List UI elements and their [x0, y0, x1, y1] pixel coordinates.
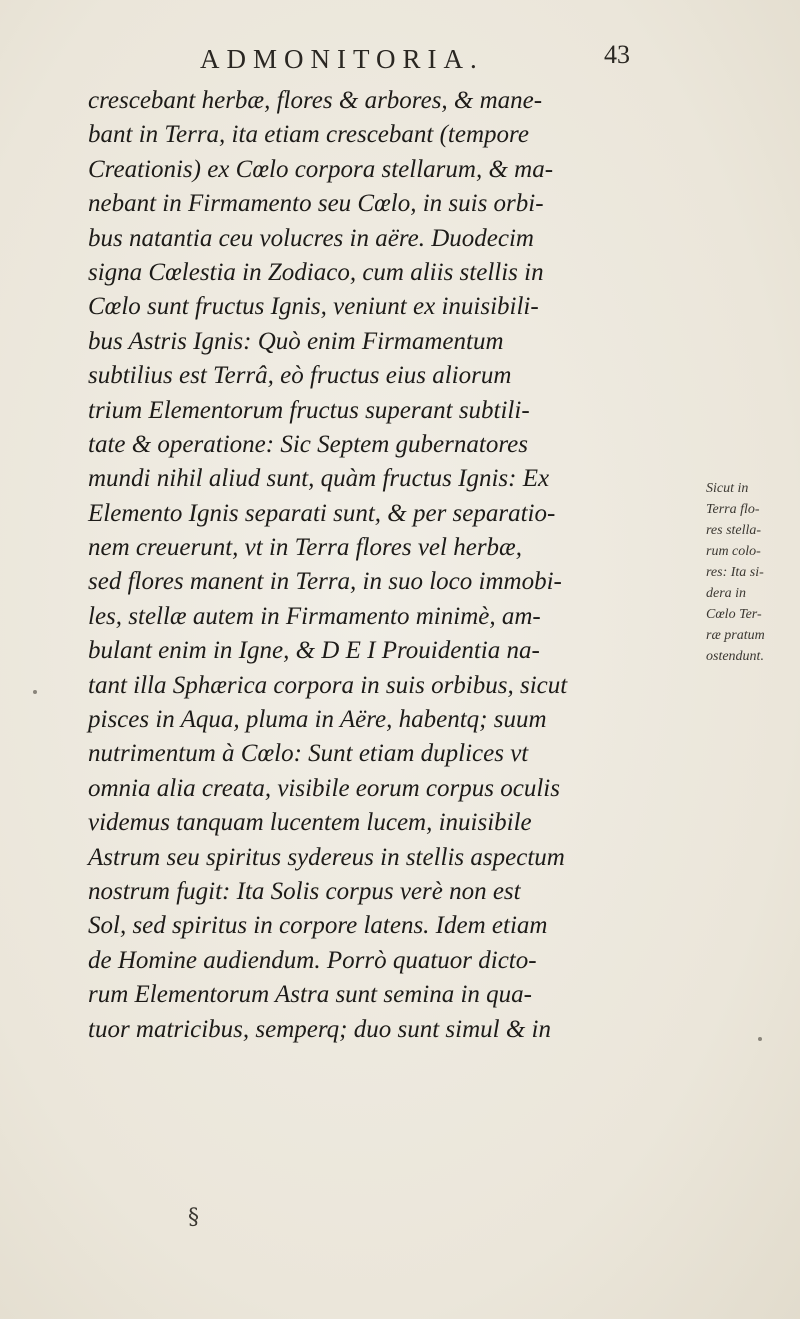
text-line: les, stellæ autem in Firmamento minimè, am-: [88, 602, 541, 630]
marginal-note-line: Cœlo Ter-: [706, 607, 762, 622]
marginal-note-line: ræ pratum: [706, 628, 765, 643]
text-line: bant in Terra, ita etiam crescebant (tempore: [88, 121, 529, 149]
marginal-note-line: Terra flo-: [706, 502, 760, 517]
text-line: Sol, sed spiritus in corpore latens. Idem etiam: [88, 912, 548, 940]
marginal-note-line: Sicut in: [706, 481, 749, 496]
text-line: sed flores manent in Terra, in suo loco immobi-: [88, 568, 562, 596]
text-line: de Homine audiendum. Porrò quatuor dicto-: [88, 946, 537, 974]
text-line: nebant in Firmamento seu Cœlo, in suis orbi-: [88, 190, 544, 218]
text-line: subtilius est Terrâ, eò fructus eius aliorum: [88, 362, 512, 390]
marginal-note-line: rum colo-: [706, 544, 761, 559]
marginal-note-line: ostendunt.: [706, 649, 764, 664]
body-text: [88, 84, 698, 1047]
text-line: tant illa Sphærica corpora in suis orbibus, sicut: [88, 671, 568, 699]
running-title: ADMONITORIA.: [200, 44, 484, 74]
text-line: nem creuerunt, vt in Terra flores vel herbæ,: [88, 534, 522, 562]
marginal-note: [706, 478, 796, 667]
text-line: tuor matricibus, semperq; duo sunt simul & in: [88, 1015, 551, 1043]
text-line: omnia alia creata, visibile eorum corpus oculis: [88, 774, 560, 802]
text-line: videmus tanquam lucentem lucem, inuisibile: [88, 809, 532, 837]
text-line: Elemento Ignis separati sunt, & per separatio-: [88, 499, 556, 527]
marginal-note-line: res stella-: [706, 523, 762, 538]
text-line: nostrum fugit: Ita Solis corpus verè non est: [88, 877, 521, 905]
text-line: signa Cœlestia in Zodiaco, cum aliis stellis in: [88, 258, 544, 286]
text-line: tate & operatione: Sic Septem gubernatores: [88, 430, 528, 458]
page-number: 43: [604, 40, 630, 69]
marginal-note-line: dera in: [706, 586, 747, 601]
text-line: Astrum seu spiritus sydereus in stellis aspectum: [88, 843, 565, 871]
text-line: rum Elementorum Astra sunt semina in qua-: [88, 981, 532, 1009]
signature-mark: §: [188, 1205, 199, 1230]
text-line: bulant enim in Igne, & D E I Prouidentia na-: [88, 637, 540, 665]
text-line: trium Elementorum fructus superant subtili-: [88, 396, 530, 424]
text-line: bus natantia ceu volucres in aëre. Duodecim: [88, 224, 534, 252]
text-line: mundi nihil aliud sunt, quàm fructus Ignis: Ex: [88, 465, 550, 493]
text-line: Creationis) ex Cœlo corpora stellarum, & ma-: [88, 155, 554, 183]
text-line: crescebant herbæ, flores & arbores, & mane-: [88, 87, 543, 114]
paper-speck: [33, 690, 37, 694]
text-line: bus Astris Ignis: Quò enim Firmamentum: [88, 327, 504, 355]
text-line: Cœlo sunt fructus Ignis, veniunt ex inuisibili-: [88, 293, 539, 321]
text-line: nutrimentum à Cœlo: Sunt etiam duplices vt: [88, 740, 529, 768]
paper-speck: [758, 1037, 762, 1041]
text-line: pisces in Aqua, pluma in Aëre, habentq; suum: [88, 706, 547, 734]
marginal-note-line: res: Ita si-: [706, 565, 764, 580]
